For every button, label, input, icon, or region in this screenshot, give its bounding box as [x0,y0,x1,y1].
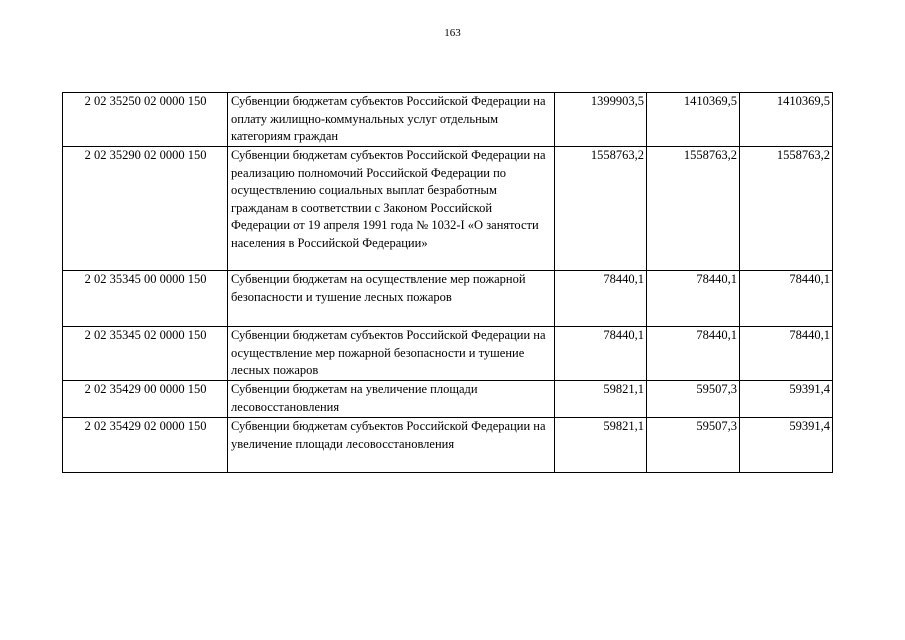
amount-year-2-cell: 59507,3 [647,381,740,418]
revenue-name-cell: Субвенции бюджетам субъектов Российской Федерации на увеличение площади лесовосстановления [228,418,555,473]
amount-year-3-cell: 78440,1 [740,327,833,381]
budget-code-cell: 2 02 35345 02 0000 150 [63,327,228,381]
table-row [63,271,833,327]
table-row [63,418,833,473]
budget-code-cell: 2 02 35345 00 0000 150 [63,271,228,327]
budget-code-cell: 2 02 35250 02 0000 150 [63,93,228,147]
amount-year-2-cell: 59507,3 [647,418,740,473]
revenue-name-cell: Субвенции бюджетам субъектов Российской Федерации на осуществление мер пожарной безопасности и тушение лесных пожаров [228,327,555,381]
budget-revenue-table [62,92,833,473]
amount-year-3-cell: 1558763,2 [740,147,833,271]
amount-year-3-cell: 78440,1 [740,271,833,327]
amount-year-2-cell: 1558763,2 [647,147,740,271]
amount-year-3-cell: 59391,4 [740,418,833,473]
amount-year-1-cell: 59821,1 [555,418,647,473]
amount-year-1-cell: 59821,1 [555,381,647,418]
table-row [63,381,833,418]
amount-year-1-cell: 1558763,2 [555,147,647,271]
revenue-name-cell: Субвенции бюджетам субъектов Российской Федерации на оплату жилищно-коммунальных услуг отдельным категориям граждан [228,93,555,147]
table-row [63,327,833,381]
revenue-name-cell: Субвенции бюджетам на увеличение площади лесовосстановления [228,381,555,418]
amount-year-1-cell: 78440,1 [555,271,647,327]
budget-code-cell: 2 02 35429 02 0000 150 [63,418,228,473]
table-row [63,93,833,147]
amount-year-2-cell: 78440,1 [647,271,740,327]
page-number: 163 [444,27,461,39]
amount-year-1-cell: 78440,1 [555,327,647,381]
amount-year-2-cell: 78440,1 [647,327,740,381]
amount-year-2-cell: 1410369,5 [647,93,740,147]
revenue-name-cell: Субвенции бюджетам субъектов Российской Федерации на реализацию полномочий Российской Федерации по осуществлению социальных выплат безработным гражданам в соответствии с Законом Российской Федерации от 19 апреля 1991 года № 1032-I «О занятости населения в Российской Федерации» [228,147,555,271]
amount-year-3-cell: 59391,4 [740,381,833,418]
budget-code-cell: 2 02 35290 02 0000 150 [63,147,228,271]
amount-year-3-cell: 1410369,5 [740,93,833,147]
budget-code-cell: 2 02 35429 00 0000 150 [63,381,228,418]
revenue-name-cell: Субвенции бюджетам на осуществление мер пожарной безопасности и тушение лесных пожаров [228,271,555,327]
table-row [63,147,833,271]
amount-year-1-cell: 1399903,5 [555,93,647,147]
